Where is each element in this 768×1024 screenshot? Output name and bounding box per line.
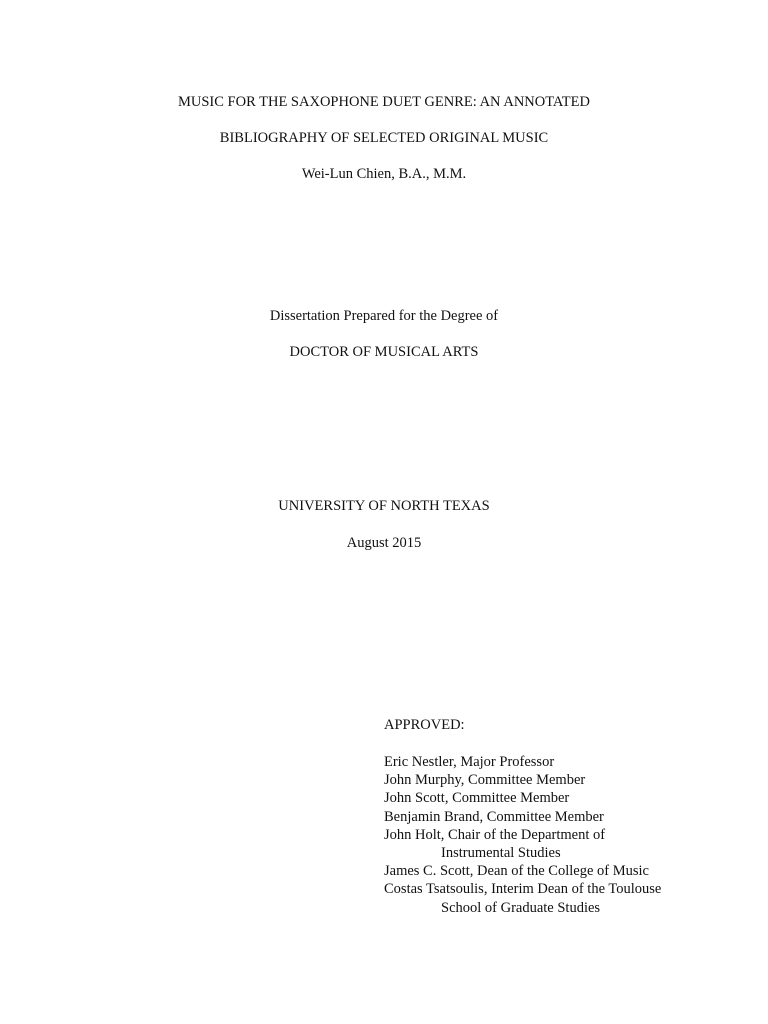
member-line: James C. Scott, Dean of the College of Music <box>384 863 649 880</box>
committee-member <box>384 771 764 789</box>
member-line: John Murphy, Committee Member <box>384 772 586 789</box>
member-line-continuation: School of Graduate Studies <box>441 899 601 916</box>
committee-member <box>384 789 764 807</box>
committee-member <box>384 862 764 880</box>
approved-heading: APPROVED: <box>384 717 465 733</box>
member-line: Eric Nestler, Major Professor <box>384 754 555 770</box>
committee-member <box>384 808 764 826</box>
committee-list <box>384 753 764 917</box>
degree-name: DOCTOR OF MUSICAL ARTS <box>289 344 479 360</box>
submission-date: August 2015 <box>346 535 422 551</box>
committee-member <box>384 753 764 771</box>
committee-member <box>384 826 764 862</box>
degree-statement: Dissertation Prepared for the Degree of <box>269 308 499 324</box>
author-name: Wei-Lun Chien, B.A., M.M. <box>301 166 467 182</box>
institution-name: UNIVERSITY OF NORTH TEXAS <box>278 498 490 514</box>
member-line: John Scott, Committee Member <box>384 790 570 807</box>
member-line: Benjamin Brand, Committee Member <box>384 808 604 825</box>
approval-block <box>384 716 764 917</box>
member-line: John Holt, Chair of the Department of <box>384 826 606 843</box>
title-line-2: BIBLIOGRAPHY OF SELECTED ORIGINAL MUSIC <box>219 130 549 146</box>
member-line-continuation: Instrumental Studies <box>441 845 561 862</box>
member-line: Costas Tsatsoulis, Interim Dean of the Toulouse <box>384 881 662 898</box>
committee-member <box>384 880 764 916</box>
title-line-1: MUSIC FOR THE SAXOPHONE DUET GENRE: AN ANNOTATED <box>178 94 590 110</box>
